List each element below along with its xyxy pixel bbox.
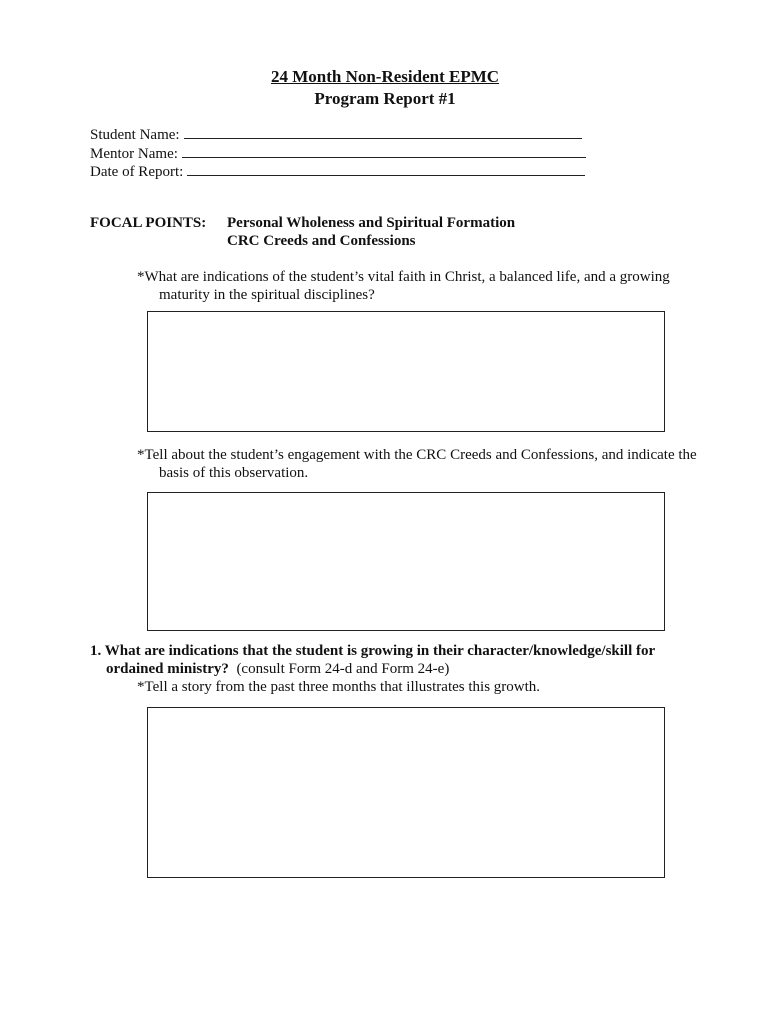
question-1-text: 1. What are indications that the student is growing in their character/knowledge/skill for ordained ministry? xyxy=(90,643,655,677)
student-name-label: Student Name: xyxy=(90,127,180,143)
growth-story-prompt: *Tell a story from the past three months that illustrates this growth. xyxy=(137,679,541,695)
focal-point-item: Personal Wholeness and Spiritual Formation xyxy=(227,215,516,231)
student-name-input[interactable] xyxy=(184,124,582,139)
question-1-note: (consult Form 24-d and Form 24-e) xyxy=(236,661,450,677)
date-of-report-input[interactable] xyxy=(187,161,585,176)
spiritual-formation-prompt: *What are indications of the student’s vital faith in Christ, a balanced life, and a growing maturity in the spiritual disciplines? xyxy=(137,269,670,303)
mentor-name-label: Mentor Name: xyxy=(90,146,178,162)
creeds-engagement-answer-box[interactable] xyxy=(147,492,665,631)
spiritual-formation-answer-box[interactable] xyxy=(147,311,665,432)
form-title: 24 Month Non-Resident EPMC xyxy=(270,67,500,86)
question-1 xyxy=(90,642,706,678)
mentor-name-field xyxy=(90,143,586,163)
focal-point-item: CRC Creeds and Confessions xyxy=(227,233,416,249)
date-of-report-label: Date of Report: xyxy=(90,164,184,180)
form-subtitle: Program Report #1 xyxy=(314,89,456,108)
focal-points-label: FOCAL POINTS: xyxy=(90,215,207,231)
date-of-report-field xyxy=(90,161,585,181)
student-name-field xyxy=(90,124,582,144)
creeds-engagement-prompt: *Tell about the student’s engagement with the CRC Creeds and Confessions, and indicate the basis of this observation. xyxy=(137,447,697,481)
growth-story-answer-box[interactable] xyxy=(147,707,665,878)
mentor-name-input[interactable] xyxy=(182,143,586,158)
